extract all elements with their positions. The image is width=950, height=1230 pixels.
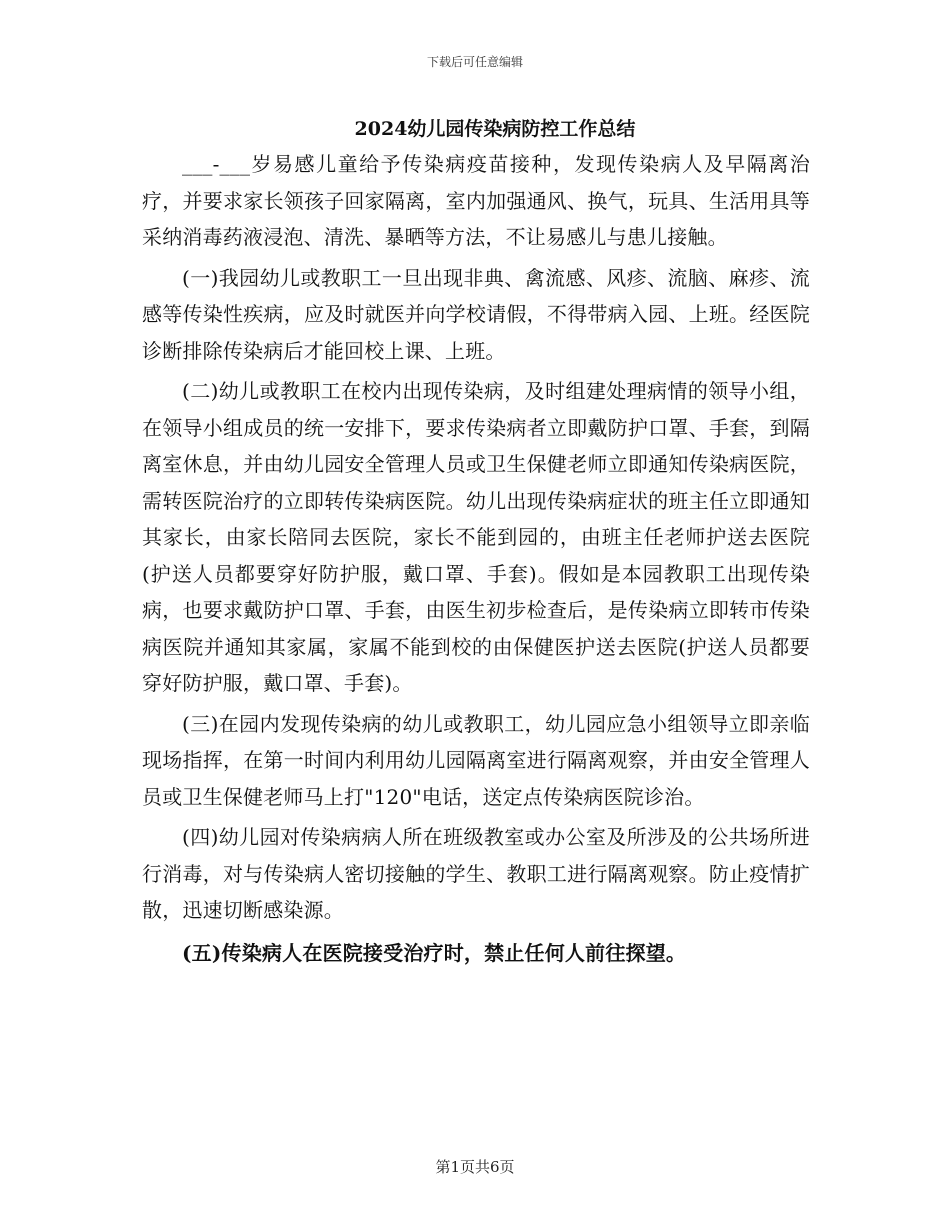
paragraph-section-5: (五)传染病人在医院接受治疗时，禁止任何人前往探望。	[182, 940, 687, 965]
paragraph-section-3: (三)在园内发现传染病的幼儿或教职工，幼儿园应急小组领导立即亲临现场指挥，在第一时间内利用幼儿园隔离室进行隔离观察，并由安全管理人员或卫生保健老师马上打"120"电话，送定点传染病医院诊治。	[142, 711, 810, 809]
header-note: 下载后可任意编辑	[426, 55, 523, 69]
paragraph-section-4: (四)幼儿园对传染病病人所在班级教室或办公室及所涉及的公共场所进行消毒，对与传染病人密切接触的学生、教职工进行隔离观察。防止疫情扩散，迅速切断感染源。	[142, 825, 810, 922]
page-number: 第1页共6页	[435, 1158, 515, 1176]
document-title: 2024幼儿园传染病防控工作总结	[354, 118, 636, 140]
document-body	[142, 146, 810, 971]
paragraph-intro: ___-___岁易感儿童给予传染病疫苗接种，发现传染病人及早隔离治疗，并要求家长领孩子回家隔离，室内加强通风、换气，玩具、生活用具等采纳消毒药液浸泡、清洗、暴晒等方法，不让易感儿与患儿接触。	[142, 152, 810, 249]
paragraph-section-2: (二)幼儿或教职工在校内出现传染病，及时组建处理病情的领导小组，在领导小组成员的统一安排下，要求传染病者立即戴防护口罩、手套，到隔离室休息，并由幼儿园安全管理人员或卫生保健老师立即通知传染病医院，需转医院治疗的立即转传染病医院。幼儿出现传染病症状的班主任立即通知其家长，由家长陪同去医院，家长不能到园的，由班主任老师护送去医院(护送人员都要穿好防护服，戴口罩、手套)。假如是本园教职工出现传染病，也要求戴防护口罩、手套，由医生初步检查后，是传染病立即转市传染病医院并通知其家属，家属不能到校的由保健医护送去医院(护送人员都要穿好防护服，戴口罩、手套)。	[142, 379, 810, 695]
paragraph-section-1: (一)我园幼儿或教职工一旦出现非典、禽流感、风疹、流脑、麻疹、流感等传染性疾病，应及时就医并向学校请假，不得带病入园、上班。经医院诊断排除传染病后才能回校上课、上班。	[142, 265, 810, 363]
